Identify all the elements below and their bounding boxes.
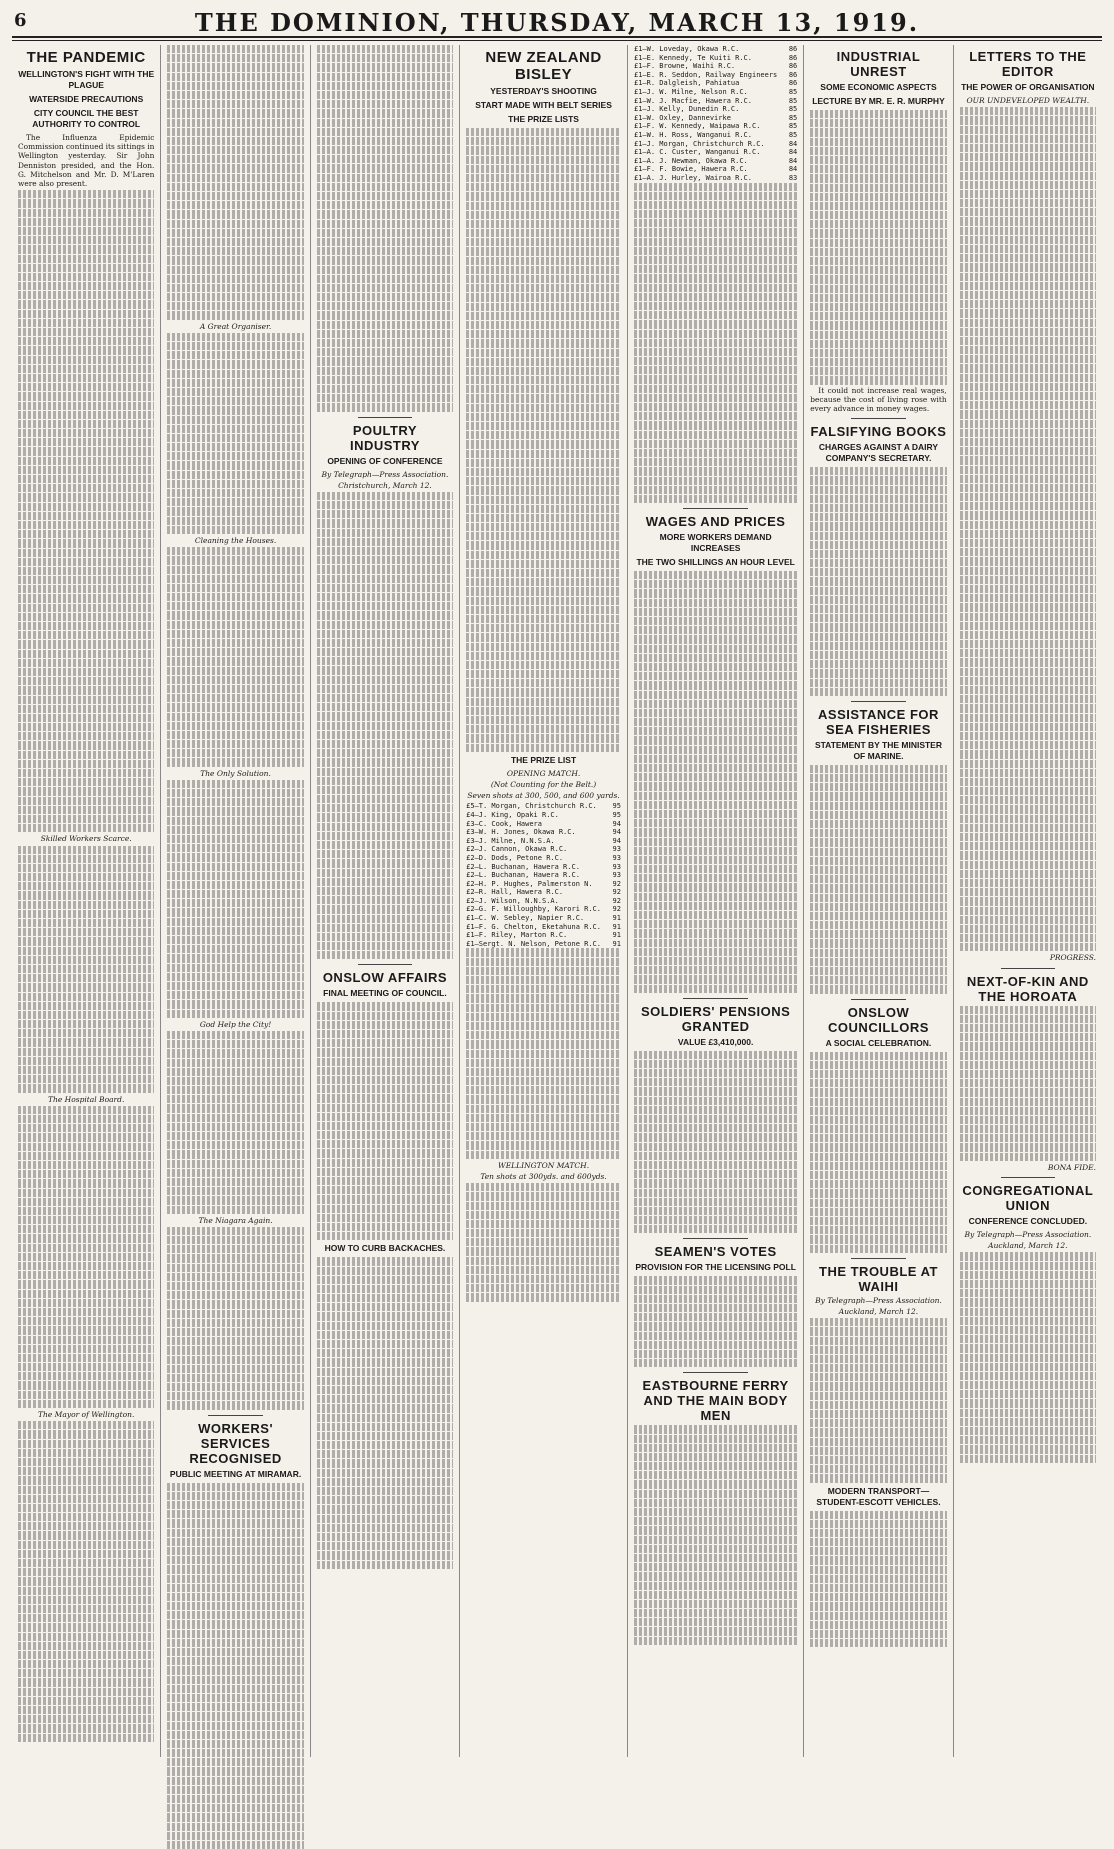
score-name: £3—W. H. Jones, Okawa R.C. (466, 828, 576, 837)
score-list-opening (466, 802, 621, 948)
subhead-prize-list: THE PRIZE LIST (510, 754, 577, 765)
score-value: 85 (788, 113, 798, 122)
score-row (466, 905, 621, 914)
body-text (466, 128, 621, 752)
score-row (466, 863, 621, 872)
body-text (810, 1318, 946, 1482)
column-3 (311, 45, 460, 1757)
score-name: £1—C. W. Sebley, Napier R.C. (466, 914, 585, 923)
headline-letters: LETTERS TO THE EDITOR (969, 49, 1087, 79)
headline-eastbourne: EASTBOURNE FERRY AND THE MAIN BODY MEN (642, 1378, 789, 1424)
score-row (634, 88, 797, 97)
body-text (466, 948, 621, 1158)
score-row (634, 114, 797, 123)
score-value: 93 (612, 871, 621, 880)
section-great-organiser: A Great Organiser. (199, 321, 272, 331)
body-text (810, 467, 946, 696)
body-text (18, 846, 154, 1093)
subhead-minister: STATEMENT BY THE MINISTER OF MARINE. (814, 739, 942, 761)
subhead-miramar: PUBLIC MEETING AT MIRAMAR. (169, 1468, 302, 1479)
body-text (466, 1183, 621, 1301)
score-name: £1—F. Riley, Marton R.C. (466, 931, 568, 940)
score-value: 92 (612, 879, 621, 888)
headline-pandemic: THE PANDEMIC (26, 49, 146, 66)
subhead-fight: WELLINGTON'S FIGHT WITH THE PLAGUE (18, 69, 155, 90)
score-name: £4—J. King, Opaki R.C. (466, 810, 559, 819)
score-name: £5—T. Morgan, Christchurch R.C. (466, 802, 597, 811)
score-value: 86 (788, 45, 798, 53)
score-row (466, 897, 621, 906)
score-value: 85 (788, 130, 798, 139)
score-name: £3—C. Cook, Hawera (466, 819, 542, 828)
score-row (466, 871, 621, 880)
headline-poultry: POULTRY INDUSTRY (349, 422, 420, 453)
section-only-solution: The Only Solution. (200, 768, 271, 778)
lead-paragraph: The Influenza Epidemic Commission continued its sittings in Wellington yesterday. Sir John Denniston presided, and the Hon. G. Mitchelson and Mr. D. M'Laren were also present. (18, 133, 155, 189)
score-row (466, 931, 621, 940)
score-name: £1—W. J. Macfie, Hawera R.C. (633, 96, 752, 105)
score-value: 95 (612, 810, 621, 819)
score-value: 92 (612, 905, 621, 914)
score-name: £1—F. Browne, Waihi R.C. (633, 62, 736, 71)
score-value: 84 (788, 165, 798, 174)
column-2 (161, 45, 310, 1757)
score-value: 85 (788, 122, 798, 131)
column-7 (954, 45, 1102, 1757)
byline: By Telegraph—Press Association. (815, 1295, 942, 1305)
score-name: £1—Sergt. N. Nelson, Petone R.C. (466, 939, 601, 948)
score-row (634, 131, 797, 140)
score-value: 84 (788, 156, 798, 165)
score-name: £1—E. R. Seddon, Railway Engineers (633, 70, 778, 79)
subhead-charges: CHARGES AGAINST A DAIRY COMPANY'S SECRETARY. (818, 442, 939, 464)
dateline: Auckland, March 12. (988, 1241, 1068, 1251)
score-value: 85 (788, 105, 798, 114)
score-value: 86 (788, 79, 798, 88)
subhead-concluded: CONFERENCE CONCLUDED. (968, 1216, 1088, 1227)
score-row (466, 888, 621, 897)
score-name: £1—W. Loveday, Okawa R.C. (633, 45, 740, 53)
headline-falsifying: FALSIFYING BOOKS (810, 424, 947, 440)
note-ranges-2: Ten shots at 300yds. and 600yds. (480, 1171, 607, 1181)
body-text (960, 1252, 1096, 1462)
headline-wages: WAGES AND PRICES (645, 514, 786, 530)
score-value: 86 (788, 70, 798, 79)
dateline: Christchurch, March 12. (338, 480, 432, 490)
note-ranges: Seven shots at 300, 500, and 600 yards. (467, 791, 620, 801)
score-value: 91 (612, 922, 621, 931)
subhead-economic: SOME ECONOMIC ASPECTS (820, 82, 937, 92)
score-row (466, 940, 621, 949)
headline-fisheries: ASSISTANCE FOR SEA FISHERIES (818, 706, 939, 737)
section-hospital-board: The Hospital Board. (48, 1094, 125, 1104)
body-text (634, 1425, 797, 1645)
score-value: 85 (788, 96, 798, 105)
body-text (167, 547, 303, 767)
score-row (634, 71, 797, 80)
score-value: 94 (612, 828, 621, 837)
score-name: £1—W. Oxley, Dannevirke (633, 113, 731, 122)
subhead-transport: MODERN TRANSPORT—STUDENT-ESCOTT VEHICLES. (816, 1485, 941, 1507)
score-row (466, 802, 621, 811)
subhead-backaches: HOW TO CURB BACKACHES. (324, 1243, 446, 1254)
score-name: £1—E. Kennedy, Te Kuiti R.C. (633, 53, 752, 62)
paragraph-real-wages: It could not increase real wages, because the cost of living rose with every advance in money wages. (810, 385, 947, 414)
score-row (466, 820, 621, 829)
score-list-belt (634, 45, 797, 183)
score-value: 86 (788, 53, 798, 62)
subhead-wellington-match: WELLINGTON MATCH. (497, 1160, 590, 1170)
page-number: 6 (14, 10, 27, 31)
subhead-waterside: WATERSIDE PRECAUTIONS (29, 94, 144, 104)
headline-seamen: SEAMEN'S VOTES (654, 1244, 777, 1260)
score-row (634, 122, 797, 131)
score-name: £1—J. Morgan, Christchurch R.C. (633, 139, 765, 148)
score-row (634, 148, 797, 157)
masthead (12, 6, 1102, 38)
body-text (960, 1006, 1096, 1161)
score-value: 93 (612, 862, 621, 871)
section-mayor: The Mayor of Wellington. (38, 1410, 135, 1419)
score-name: £1—W. H. Ross, Wanganui R.C. (633, 130, 752, 139)
headline-bisley: NEW ZEALAND BISLEY (485, 49, 602, 83)
score-name: £2—J. Cannon, Okawa R.C. (466, 845, 568, 854)
score-name: £2—R. Hall, Hawera R.C. (466, 888, 564, 897)
body-text (167, 45, 303, 320)
signature-progress: PROGRESS. (1049, 953, 1097, 963)
body-text (960, 107, 1096, 951)
score-name: £1—A. C. Custer, Wanganui R.C. (633, 148, 761, 157)
body-text (810, 765, 946, 994)
subhead-licensing: PROVISION FOR THE LICENSING POLL (635, 1262, 796, 1273)
score-row (634, 97, 797, 106)
subhead-final-meeting: FINAL MEETING OF COUNCIL. (323, 988, 447, 999)
headline-congregational: CONGREGATIONAL UNION (962, 1183, 1094, 1214)
body-text (18, 190, 154, 832)
score-row (634, 62, 797, 71)
body-text (317, 1002, 453, 1240)
score-row (634, 140, 797, 149)
score-value: 94 (612, 819, 621, 828)
subhead-city-council: CITY COUNCIL THE BEST AUTHORITY TO CONTROL (32, 108, 141, 129)
score-value: 85 (788, 87, 798, 96)
score-row (634, 174, 797, 183)
headline-waihi: THE TROUBLE AT WAIHI (819, 1263, 938, 1294)
score-row (634, 79, 797, 88)
newspaper-title: THE DOMINION, THURSDAY, MARCH 13, 1919. (194, 8, 920, 37)
body-text (634, 571, 797, 993)
subhead-shooting: YESTERDAY'S SHOOTING (490, 86, 597, 96)
body-text (18, 1106, 154, 1408)
signature-bona-fide: BONA FIDE. (1047, 1162, 1097, 1172)
section-niagara: The Niagara Again. (198, 1215, 273, 1225)
score-name: £1—A. J. Newman, Okawa R.C. (633, 156, 748, 165)
score-row (634, 54, 797, 63)
headline-industrial-unrest: INDUSTRIAL UNREST (836, 49, 921, 79)
score-row (466, 845, 621, 854)
byline: By Telegraph—Press Association. (321, 469, 449, 479)
score-row (466, 880, 621, 889)
section-cleaning-houses: Cleaning the Houses. (194, 535, 277, 545)
score-row (634, 157, 797, 166)
body-text (634, 183, 797, 504)
body-text (634, 1051, 797, 1234)
score-value: 92 (612, 888, 621, 897)
score-row (466, 914, 621, 923)
subhead-prize-lists: THE PRIZE LISTS (508, 114, 579, 124)
score-value: 84 (788, 139, 798, 148)
body-text (167, 1031, 303, 1214)
subhead-organisation: THE POWER OF ORGANISATION (961, 82, 1095, 92)
score-row (634, 165, 797, 174)
body-text (167, 333, 303, 534)
score-value: 83 (788, 173, 798, 182)
section-god-help: God Help the City! (199, 1019, 272, 1029)
subhead-wealth: OUR UNDEVELOPED WEALTH. (966, 96, 1090, 105)
score-name: £1—F. G. Chelton, Eketahuna R.C. (466, 922, 601, 931)
score-name: £1—A. J. Hurley, Wairoa R.C. (633, 173, 752, 182)
score-name: £2—L. Buchanan, Hawera R.C. (466, 862, 580, 871)
subhead-belt-series: START MADE WITH BELT SERIES (475, 100, 612, 110)
score-row (466, 837, 621, 846)
subhead-lecture: LECTURE BY MR. E. R. MURPHY (812, 96, 945, 106)
body-text (810, 110, 946, 385)
subhead-social: A SOCIAL CELEBRATION. (825, 1037, 932, 1048)
subhead-conference: OPENING OF CONFERENCE (327, 455, 443, 466)
column-6 (804, 45, 953, 1757)
columns (12, 45, 1102, 1757)
score-name: £2—D. Dods, Petone R.C. (466, 853, 564, 862)
score-value: 91 (612, 931, 621, 940)
subhead-more-workers: MORE WORKERS DEMAND INCREASES (659, 532, 772, 554)
score-value: 91 (612, 914, 621, 923)
score-value: 86 (788, 62, 798, 71)
subhead-opening-match: OPENING MATCH. (506, 768, 581, 778)
score-value: 92 (612, 896, 621, 905)
score-name: £1—F. W. Kennedy, Waipawa R.C. (633, 122, 761, 131)
score-row (466, 811, 621, 820)
body-text (317, 45, 453, 412)
score-value: 95 (612, 802, 621, 811)
headline-onslow-councillors: ONSLOW COUNCILLORS (828, 1004, 929, 1035)
score-name: £2—L. Buchanan, Hawera R.C. (466, 871, 580, 880)
score-name: £1—F. F. Bowie, Hawera R.C. (633, 165, 748, 174)
column-5 (628, 45, 804, 1757)
score-row (466, 923, 621, 932)
note-belt: (Not Counting for the Belt.) (490, 779, 597, 789)
body-text (317, 1257, 453, 1568)
subhead-two-shillings: THE TWO SHILLINGS AN HOUR LEVEL (636, 557, 795, 568)
score-name: £1—J. W. Milne, Nelson R.C. (633, 87, 748, 96)
score-name: £3—J. Milne, N.N.S.A. (466, 836, 555, 845)
body-text (634, 1276, 797, 1367)
body-text (18, 1421, 154, 1742)
body-text (810, 1511, 946, 1648)
score-value: 94 (612, 836, 621, 845)
headline-onslow: ONSLOW AFFAIRS (322, 970, 448, 986)
column-1 (12, 45, 161, 1757)
section-skilled-workers: Skilled Workers Scarce. (40, 834, 132, 844)
column-4 (460, 45, 628, 1757)
body-text (167, 780, 303, 1018)
body-text (810, 1052, 946, 1253)
score-name: £1—J. Kelly, Dunedin R.C. (633, 105, 740, 114)
score-value: 93 (612, 853, 621, 862)
body-text (167, 1483, 303, 1849)
dateline: Auckland, March 12. (838, 1306, 919, 1316)
score-row (634, 45, 797, 54)
score-value: 84 (788, 148, 798, 157)
score-row (466, 854, 621, 863)
headline-workers-services: WORKERS' SERVICES RECOGNISED (189, 1420, 282, 1466)
score-row (466, 828, 621, 837)
body-text (317, 492, 453, 960)
score-name: £2—G. F. Willoughby, Karori R.C. (466, 905, 601, 914)
byline: By Telegraph—Press Association. (964, 1230, 1092, 1240)
score-row (634, 105, 797, 114)
subhead-value: VALUE £3,410,000. (677, 1036, 754, 1047)
score-name: £2—J. Wilson, N.N.S.A. (466, 896, 559, 905)
score-name: £1—R. Dalgleish, Pahiatua (633, 79, 740, 88)
score-name: £2—H. P. Hughes, Palmerston N. (466, 879, 593, 888)
score-value: 91 (612, 939, 621, 948)
score-value: 93 (612, 845, 621, 854)
headline-next-of-kin: NEXT-OF-KIN AND THE HOROATA (966, 973, 1089, 1004)
body-text (167, 1227, 303, 1410)
headline-pensions: SOLDIERS' PENSIONS GRANTED (640, 1003, 791, 1034)
